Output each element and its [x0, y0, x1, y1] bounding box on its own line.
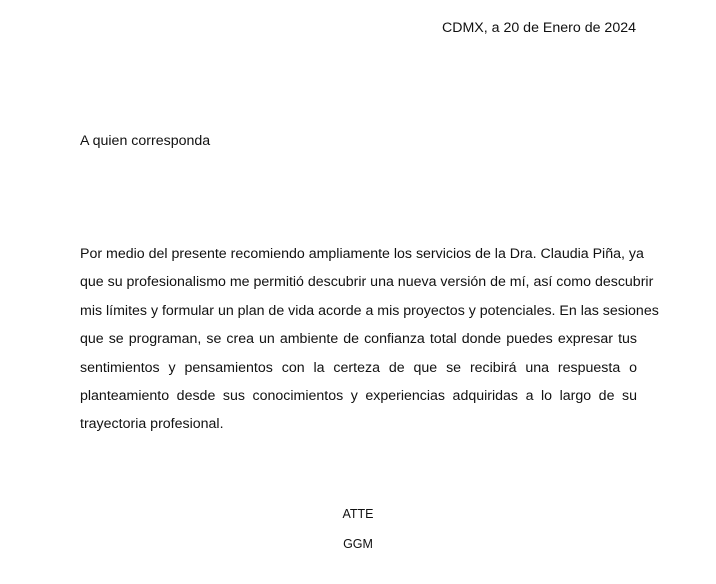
letter-date: CDMX, a 20 de Enero de 2024 — [441, 20, 636, 36]
body-line: que su profesionalismo me permitió descubrir una nueva versión de mí, así como descubrir — [80, 274, 654, 291]
body-line: Por medio del presente recomiendo ampliamente los servicios de la Dra. Claudia Piña, ya — [80, 246, 644, 262]
letter-closing: ATTE — [342, 507, 374, 521]
letter-greeting: A quien corresponda — [80, 133, 211, 149]
body-line: mis límites y formular un plan de vida acorde a mis proyectos y potenciales. En las sesiones — [80, 302, 659, 319]
letter-body — [80, 245, 659, 444]
body-line: sentimientos y pensamientos con la certeza de que se recibirá una respuesta o — [80, 359, 637, 376]
letter-signature: GGM — [343, 537, 373, 551]
body-line: que se programan, se crea un ambiente de confianza total donde puedes expresar tus — [80, 331, 637, 348]
body-line: trayectoria profesional. — [80, 416, 224, 433]
body-line: planteamiento desde sus conocimientos y experiencias adquiridas a lo largo de su — [80, 387, 637, 404]
